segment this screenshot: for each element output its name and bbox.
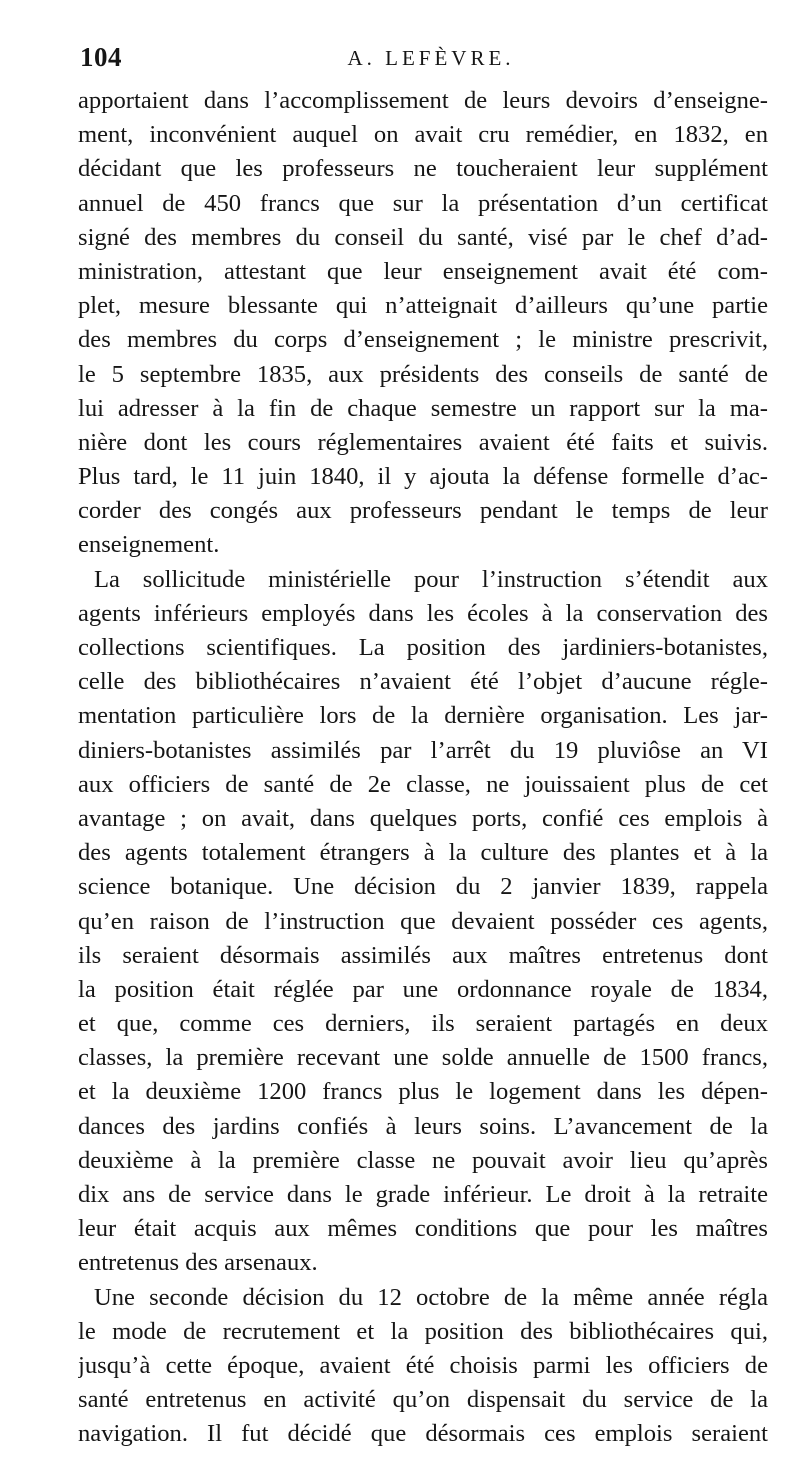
text-line: le 5 septembre 1835, aux présidents des conseils de santé de: [78, 360, 768, 388]
text-line: annuel de 450 francs que sur la présentation d’un certificat: [78, 189, 768, 217]
text-line: jusqu’à cette époque, avaient été choisis parmi les officiers de: [78, 1351, 768, 1379]
text-line: ils seraient désormais assimilés aux maîtres entretenus dont: [78, 941, 768, 969]
text-line: nière dont les cours réglementaires avaient été faits et suivis.: [78, 428, 768, 456]
text-line: décidant que les professeurs ne toucheraient leur supplément: [78, 155, 768, 183]
text-line: enseignement.: [78, 531, 220, 559]
page-number: 104: [80, 42, 122, 72]
text-line: ment, inconvénient auquel on avait cru remédier, en 1832, en: [78, 121, 768, 149]
text-line: des agents totalement étrangers à la culture des plantes et à la: [78, 839, 768, 867]
text-line: navigation. Il fut décidé que désormais ces emplois seraient: [78, 1420, 768, 1448]
text-line: La sollicitude ministérielle pour l’instruction s’étendit aux: [94, 565, 768, 593]
text-line: santé entretenus en activité qu’on dispensait du service de la: [78, 1386, 768, 1414]
text-line: la position était réglée par une ordonnance royale de 1834,: [78, 975, 768, 1003]
text-line: aux officiers de santé de 2e classe, ne jouissaient plus de cet: [78, 770, 768, 798]
text-line: diniers-botanistes assimilés par l’arrêt du 19 pluviôse an VI: [78, 736, 768, 764]
text-line: qu’en raison de l’instruction que devaient posséder ces agents,: [78, 907, 768, 935]
text-line: des membres du corps d’enseignement ; le ministre prescrivit,: [78, 326, 768, 354]
text-line: et que, comme ces derniers, ils seraient partagés en deux: [78, 1010, 768, 1038]
text-line: et la deuxième 1200 francs plus le logement dans les dépen-: [78, 1078, 768, 1106]
running-head: [80, 42, 768, 78]
text-line: entretenus des arsenaux.: [78, 1249, 318, 1277]
text-line: deuxième à la première classe ne pouvait avoir lieu qu’après: [78, 1146, 768, 1174]
body-text: [78, 84, 768, 1452]
text-line: lui adresser à la fin de chaque semestre un rapport sur la ma-: [78, 394, 768, 422]
text-line: le mode de recrutement et la position des bibliothécaires qui,: [78, 1317, 768, 1345]
text-line: plet, mesure blessante qui n’atteignait d’ailleurs qu’une partie: [78, 292, 768, 320]
text-line: collections scientifiques. La position des jardiniers-botanistes,: [78, 634, 768, 661]
text-line: celle des bibliothécaires n’avaient été l’objet d’aucune régle-: [78, 668, 768, 696]
paragraph-2: [78, 563, 768, 1281]
text-line: classes, la première recevant une solde annuelle de 1500 francs,: [78, 1044, 768, 1072]
text-line: apportaient dans l’accomplissement de leurs devoirs d’enseigne-: [78, 87, 768, 114]
text-line: corder des congés aux professeurs pendant le temps de leur: [78, 497, 768, 525]
text-line: avantage ; on avait, dans quelques ports, confié ces emplois à: [78, 804, 768, 832]
paragraph-3: [78, 1281, 768, 1452]
text-line: leur était acquis aux mêmes conditions que pour les maîtres: [78, 1215, 768, 1243]
text-line: mentation particulière lors de la dernière organisation. Les jar-: [78, 702, 768, 730]
text-line: signé des membres du conseil du santé, visé par le chef d’ad-: [78, 223, 768, 251]
text-line: Plus tard, le 11 juin 1840, il y ajouta la défense formelle d’ac-: [78, 463, 768, 491]
text-line: agents inférieurs employés dans les écoles à la conservation des: [78, 599, 768, 627]
paragraph-1: [78, 84, 768, 563]
text-line: ministration, attestant que leur enseignement avait été com-: [78, 257, 768, 285]
running-head-author: A. LEFÈVRE.: [347, 46, 515, 70]
text-line: Une seconde décision du 12 octobre de la même année régla: [94, 1283, 768, 1311]
text-line: dances des jardins confiés à leurs soins. L’avancement de la: [78, 1112, 768, 1140]
text-line: dix ans de service dans le grade inférieur. Le droit à la retraite: [78, 1181, 768, 1208]
text-line: science botanique. Une décision du 2 janvier 1839, rappela: [78, 873, 768, 901]
